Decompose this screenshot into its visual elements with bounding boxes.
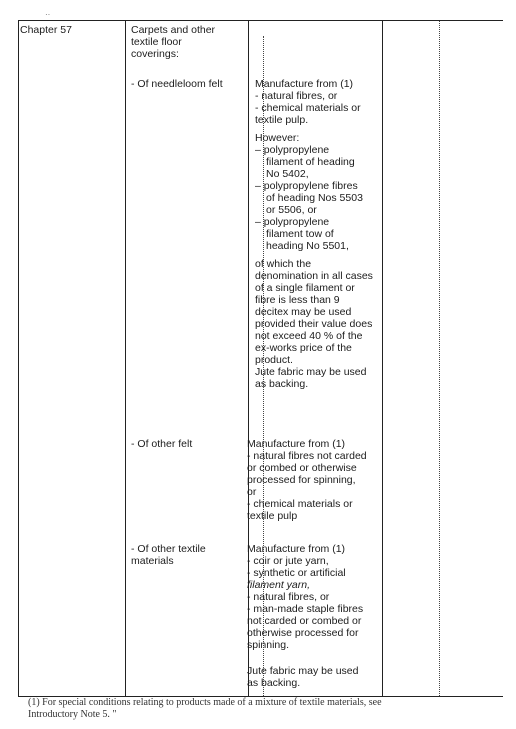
- exception-line: filament of heading: [266, 156, 355, 168]
- rule-line: - coir or jute yarn,: [247, 555, 329, 567]
- rule-line: - chemical materials or: [247, 498, 353, 510]
- other-felt-rule: [247, 438, 367, 522]
- heading-description: [131, 24, 215, 60]
- rule-line: Manufacture from (1): [247, 438, 346, 450]
- condition-line: denomination in all cases: [255, 270, 373, 282]
- other-textile-label: [131, 543, 206, 567]
- exception-line: of heading Nos 5503: [266, 192, 363, 204]
- exception-line: – polypropylene fibres: [255, 180, 358, 192]
- rule-line: textile pulp.: [255, 114, 309, 126]
- rule-line: processed for spinning,: [247, 474, 356, 486]
- exception-line: or 5506, or: [266, 204, 317, 216]
- rule-line: - synthetic or artificial: [247, 567, 346, 579]
- rule-line: - chemical materials or: [255, 102, 361, 114]
- label-line: materials: [131, 555, 174, 567]
- rule-line: or combed or otherwise: [247, 462, 357, 474]
- header-mark: ··: [45, 10, 51, 19]
- rule-line: textile pulp: [247, 510, 298, 522]
- exception-line: – polypropylene: [255, 144, 330, 156]
- rule-line: However:: [255, 132, 300, 144]
- exception-line: – polypropylene: [255, 216, 330, 228]
- condition-line: ex-works price of the: [255, 342, 352, 354]
- rule-line: Manufacture from (1): [247, 543, 346, 555]
- exception-line: filament tow of: [266, 228, 334, 240]
- condition-line: provided their value does: [255, 318, 373, 330]
- table-border-left: [18, 21, 19, 696]
- footnote-line: (1) For special conditions relating to products made of a mixture of textile materials, see: [28, 697, 382, 708]
- jute-line: as backing.: [247, 677, 301, 689]
- chapter-number: Chapter 57: [20, 24, 72, 36]
- condition-line: fibre is less than 9: [255, 294, 340, 306]
- footnote: [28, 697, 498, 721]
- jute-line: Jute fabric may be used: [247, 665, 359, 677]
- condition-line: decitex may be used: [255, 306, 352, 318]
- other-textile-rule: [247, 543, 363, 689]
- rule-line: - natural fibres, or: [247, 591, 330, 603]
- jute-line: as backing.: [255, 378, 309, 390]
- label-line: - Of other textile: [131, 543, 206, 555]
- rules-table: [18, 20, 503, 697]
- needleloom-rule: [255, 78, 373, 390]
- heading-line: coverings:: [131, 48, 179, 60]
- rule-line: - man-made staple fibres: [247, 603, 364, 615]
- exception-line: heading No 5501,: [266, 240, 349, 252]
- rule-line: spinning.: [247, 639, 290, 651]
- rule-line: - natural fibres, or: [255, 90, 338, 102]
- needleloom-felt-label: - Of needleloom felt: [131, 78, 223, 90]
- condition-line: not exceed 40 % of the: [255, 330, 363, 342]
- column-divider-1: [125, 21, 126, 696]
- rule-line: not carded or combed or: [247, 615, 362, 627]
- other-felt-label: - Of other felt: [131, 438, 193, 450]
- column-divider-3: [382, 21, 383, 696]
- rule-line: filament yarn,: [247, 579, 311, 591]
- heading-line: textile floor: [131, 36, 182, 48]
- column-divider-4: [439, 21, 440, 696]
- condition-line: of a single filament or: [255, 282, 355, 294]
- exception-line: No 5402,: [266, 168, 309, 180]
- rule-line: - natural fibres not carded: [247, 450, 367, 462]
- rule-line: or: [247, 486, 257, 498]
- condition-line: product.: [255, 354, 293, 366]
- rule-line: Manufacture from (1): [255, 78, 354, 90]
- jute-line: Jute fabric may be used: [255, 366, 367, 378]
- condition-line: of which the: [255, 258, 312, 270]
- heading-line: Carpets and other: [131, 24, 216, 36]
- rule-line: otherwise processed for: [247, 627, 359, 639]
- footnote-line: Introductory Note 5. ": [28, 709, 117, 720]
